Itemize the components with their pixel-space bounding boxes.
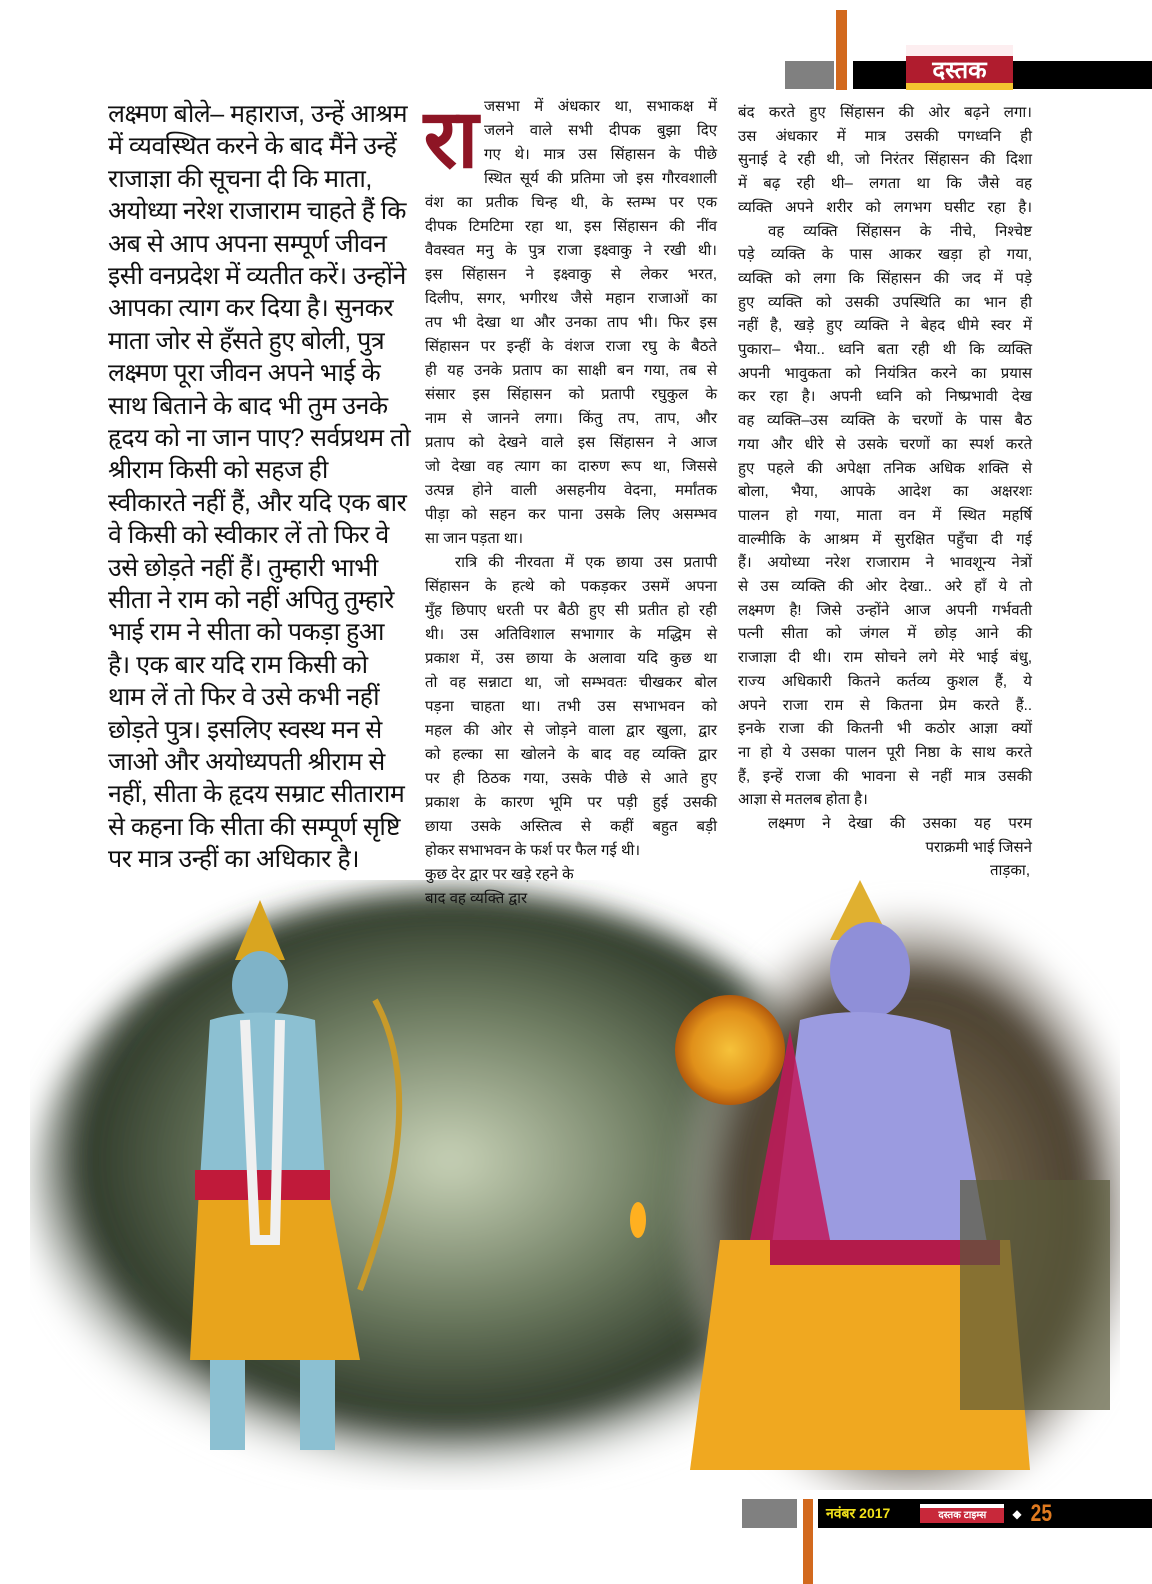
text-line: कुछ देर द्वार पर खड़े रहने के bbox=[425, 866, 574, 883]
text-line: लक्ष्मण है! जिसे उन्होंने आज अपनी गर्भवती bbox=[738, 601, 1032, 619]
text-line: इनके राजा की कितनी भी कठोर आज्ञा क्यों bbox=[738, 720, 1032, 738]
text-line: वह व्यक्ति सिंहासन के नीचे, निश्चेष्ट bbox=[768, 222, 1032, 240]
text-line: लक्ष्मण पूरा जीवन अपने भाई के bbox=[108, 359, 381, 388]
text-line: सुनाई दे रही थी, जो निरंतर सिंहासन की दिशा bbox=[738, 151, 1032, 169]
text-line: मुँह छिपाए धरती पर बैठी हुए सी प्रतीत हो रही bbox=[425, 602, 717, 619]
text-line: पर ही ठिठक गया, उसके पीछे से आते हुए bbox=[425, 770, 717, 787]
text-line: जसभा में अंधकार था, सभाकक्ष में bbox=[484, 98, 717, 115]
text-line: गए थे। मात्र उस सिंहासन के पीछे bbox=[484, 146, 717, 163]
text-line: श्रीराम किसी को सहज ही bbox=[108, 456, 328, 485]
text-line: हैं, इन्हें राजा की भावना से नहीं मात्र उसकी bbox=[738, 767, 1032, 785]
text-line: से उस व्यक्ति की ओर देखा.. अरे हाँ ये तो bbox=[738, 578, 1032, 595]
illustration-ram-lakshman bbox=[30, 880, 1120, 1490]
text-line: वह व्यक्ति–उस व्यक्ति के चरणों के पास बैठ bbox=[738, 412, 1032, 430]
magazine-logo bbox=[906, 45, 1013, 90]
text-line: जलने वाले सभी दीपक बुझा दिए bbox=[484, 122, 717, 139]
header-orange-bar bbox=[836, 10, 847, 90]
text-line: नाम से जानने लगा। किंतु तप, ताप, और bbox=[425, 410, 717, 427]
text-line: उसे छोड़ते नहीं हैं। तुम्हारी भाभी bbox=[108, 553, 378, 582]
drop-cap: रा bbox=[423, 92, 479, 187]
text-line: पुकारा– भैया.. ध्वनि बता रही थी कि व्यक्ति bbox=[738, 341, 1032, 358]
text-line: प्रकाश के कारण भूमि पर पड़ी हुई उसकी bbox=[425, 794, 717, 811]
footer-gray-block bbox=[742, 1499, 797, 1528]
text-line: गया और धीरे से उसके चरणों का स्पर्श करते bbox=[738, 435, 1032, 453]
text-line: अयोध्या नरेश राजाराम चाहते हैं कि bbox=[108, 197, 406, 226]
text-line: से कहना कि सीता की सम्पूर्ण सृष्टि bbox=[108, 812, 400, 841]
text-line: सीता ने राम को नहीं अपितु तुम्हारे bbox=[108, 586, 394, 614]
text-line: इसी वनप्रदेश में व्यतीत करें। उन्होंने bbox=[108, 262, 406, 290]
text-line: ताड़का, bbox=[989, 862, 1030, 880]
text-line: लक्ष्मण बोले– महाराज, उन्हें आश्रम bbox=[108, 100, 408, 128]
text-line: पर मात्र उन्हीं का अधिकार है। bbox=[108, 845, 360, 874]
text-line: हुए व्यक्ति को उसकी उपस्थिति का भान ही bbox=[738, 293, 1032, 311]
text-line: आपका त्याग कर दिया है। सुनकर bbox=[108, 294, 394, 323]
text-line: हैं। अयोध्या नरेश राजाराम ने भावशून्य नेत्रों bbox=[738, 554, 1032, 572]
text-line: पड़ना चाहता था। तभी उस सभाभवन को bbox=[425, 698, 717, 715]
footer-black-bar bbox=[818, 1499, 1152, 1528]
text-line: जो देखा वह त्याग का दारुण रूप था, जिससे bbox=[425, 458, 717, 475]
text-line: होकर सभाभवन के फर्श पर फैल गई थी। bbox=[425, 842, 641, 859]
text-line: है। एक बार यदि राम किसी को bbox=[108, 650, 368, 679]
text-line: आज्ञा से मतलब होता है। bbox=[738, 791, 868, 809]
text-line: सिंहासन पर इन्हीं के वंशज राजा रघु के बैठते bbox=[425, 338, 717, 355]
text-line: स्थित सूर्य की प्रतिमा जो इस गौरवशाली bbox=[484, 170, 717, 187]
page-number: 25 bbox=[1030, 1499, 1052, 1527]
issue-date: नवंबर 2017 bbox=[826, 1505, 891, 1521]
logo-text: दस्तक bbox=[932, 57, 987, 84]
text-line: स्वीकारते नहीं हैं, और यदि एक बार bbox=[108, 488, 407, 517]
text-line: पराक्रमी भाई जिसने bbox=[925, 838, 1032, 856]
header-gray-block bbox=[785, 61, 834, 89]
text-line: उस अंधकार में मात्र उसकी पगध्वनि ही bbox=[738, 127, 1032, 145]
text-line: ना हो ये उसका पालन पूरी निष्ठा के साथ करते bbox=[738, 743, 1032, 761]
footer-logo-text: दस्तक टाइम्स bbox=[938, 1509, 987, 1521]
text-line: तो वह सन्नाटा था, जो सम्भवतः चीखकर बोल bbox=[425, 674, 717, 691]
footer-logo bbox=[920, 1504, 1004, 1523]
text-line: अपनी भावुकता को नियंत्रित करने का प्रयास bbox=[738, 364, 1032, 382]
text-line: संसार इस सिंहासन को प्रतापी रघुकुल के bbox=[425, 386, 717, 403]
text-line: वे किसी को स्वीकार लें तो फिर वे bbox=[108, 521, 389, 550]
text-line: में व्यवस्थित करने के बाद मैंने उन्हें bbox=[108, 132, 397, 161]
text-line: इस सिंहासन ने इक्ष्वाकु से लेकर भरत, bbox=[425, 266, 717, 283]
text-line: व्यक्ति को लगा कि सिंहासन की जद में पड़े bbox=[738, 269, 1032, 287]
text-line: अपने राजा राम से कितना प्रेम करते हैं.. bbox=[738, 696, 1032, 714]
text-line: हृदय को ना जान पाए? सर्वप्रथम तो bbox=[108, 424, 411, 452]
footer-orange-bar bbox=[803, 1499, 813, 1584]
text-line: व्यक्ति अपने शरीर को लगभग घसीट रहा है। bbox=[738, 198, 1032, 216]
text-line: पत्नी सीता को जंगल में छोड़ आने की bbox=[738, 625, 1032, 643]
text-line: प्रताप को देखने वाले इस सिंहासन ने आज bbox=[425, 434, 717, 451]
text-line: बाद वह व्यक्ति द्वार bbox=[425, 890, 528, 907]
text-line: पीड़ा को सहन कर पाना उसके लिए असम्भव bbox=[425, 506, 717, 523]
text-line: नहीं, सीता के हृदय सम्राट सीताराम bbox=[108, 780, 405, 809]
text-line: पालन हो गया, माता वन में स्थित महर्षि bbox=[738, 506, 1032, 524]
text-line: तप भी देखा था और उनका ताप भी। फिर इस bbox=[425, 314, 717, 331]
text-line: कर रहा है। अपनी ध्वनि को निष्प्रभावी देख bbox=[738, 388, 1032, 406]
text-line: अब से आप अपना सम्पूर्ण जीवन bbox=[108, 229, 387, 258]
text-line: सा जान पड़ता था। bbox=[425, 530, 524, 547]
text-line: में बढ़ रही थी– लगता था कि जैसे वह bbox=[738, 175, 1032, 193]
text-line: उत्पन्न होने वाली असहनीय वेदना, मर्मांतक bbox=[425, 482, 717, 499]
text-line: ही यह उनके प्रताप का साक्षी बन गया, तब से bbox=[425, 362, 717, 379]
lamp-flame bbox=[630, 1202, 646, 1238]
text-line: दीपक टिमटिमा रहा था, इस सिंहासन की नींव bbox=[425, 218, 717, 235]
text-line: वंश का प्रतीक चिन्ह थी, के स्तम्भ पर एक bbox=[425, 194, 717, 211]
text-line: बोला, भैया, आपके आदेश का अक्षरशः bbox=[738, 483, 1032, 501]
text-line: दिलीप, सगर, भगीरथ जैसे महान राजाओं का bbox=[425, 290, 717, 307]
text-line: को हल्का सा खोलने के बाद वह व्यक्ति द्वार bbox=[425, 746, 717, 763]
text-line: माता जोर से हँसते हुए बोली, पुत्र bbox=[108, 326, 385, 355]
text-line: रात्रि की नीरवता में एक छाया उस प्रतापी bbox=[455, 554, 717, 571]
bullet-icon: ◆ bbox=[1012, 1506, 1022, 1521]
sun-emblem bbox=[675, 995, 785, 1105]
text-line: वैवस्वत मनु के पुत्र राजा इक्ष्वाकु ने रखी थी। bbox=[425, 242, 717, 259]
text-line: छाया उसके अस्तित्व से कहीं बहुत बड़ी bbox=[425, 818, 717, 835]
text-line: प्रकाश में, उस छाया के अलावा यदि कुछ था bbox=[425, 650, 717, 667]
text-line: जाओ और अयोध्यपती श्रीराम से bbox=[108, 748, 385, 776]
text-line: वाल्मीकि के आश्रम में सुरक्षित पहुँचा दी गई bbox=[738, 530, 1032, 548]
text-line: नहीं है, खड़े हुए व्यक्ति ने बेहद धीमे स्वर में bbox=[738, 317, 1032, 335]
text-line: हुए पहले की अपेक्षा तनिक अधिक शक्ति से bbox=[738, 459, 1032, 477]
text-line: छोड़ते पुत्र। इसलिए स्वस्थ मन से bbox=[108, 715, 382, 744]
text-line: राजाज्ञा दी थी। राम सोचने लगे मेरे भाई बंधु, bbox=[738, 649, 1032, 667]
text-line: पड़े व्यक्ति के पास आकर खड़ा हो गया, bbox=[738, 246, 1032, 264]
text-line: राज्य अधिकारी कितने कर्तव्य कुशल हैं, ये bbox=[738, 672, 1032, 690]
text-line: थाम लें तो फिर वे उसे कभी नहीं bbox=[108, 683, 380, 712]
text-line: भाई राम ने सीता को पकड़ा हुआ bbox=[108, 618, 384, 647]
text-line: थी। उस अतिविशाल सभागार के मद्धिम से bbox=[425, 626, 717, 643]
text-line: राजाज्ञा की सूचना दी कि माता, bbox=[108, 164, 372, 193]
text-line: साथ बिताने के बाद भी तुम उनके bbox=[108, 391, 388, 420]
text-line: बंद करते हुए सिंहासन की ओर बढ़ने लगा। bbox=[738, 104, 1032, 121]
text-line: लक्ष्मण ने देखा की उसका यह परम bbox=[768, 815, 1032, 832]
text-line: सिंहासन के हत्थे को पकड़कर उसमें अपना bbox=[425, 578, 717, 595]
text-line: महल की ओर से जोड़ने वाला द्वार खुला, द्वार bbox=[425, 722, 717, 739]
